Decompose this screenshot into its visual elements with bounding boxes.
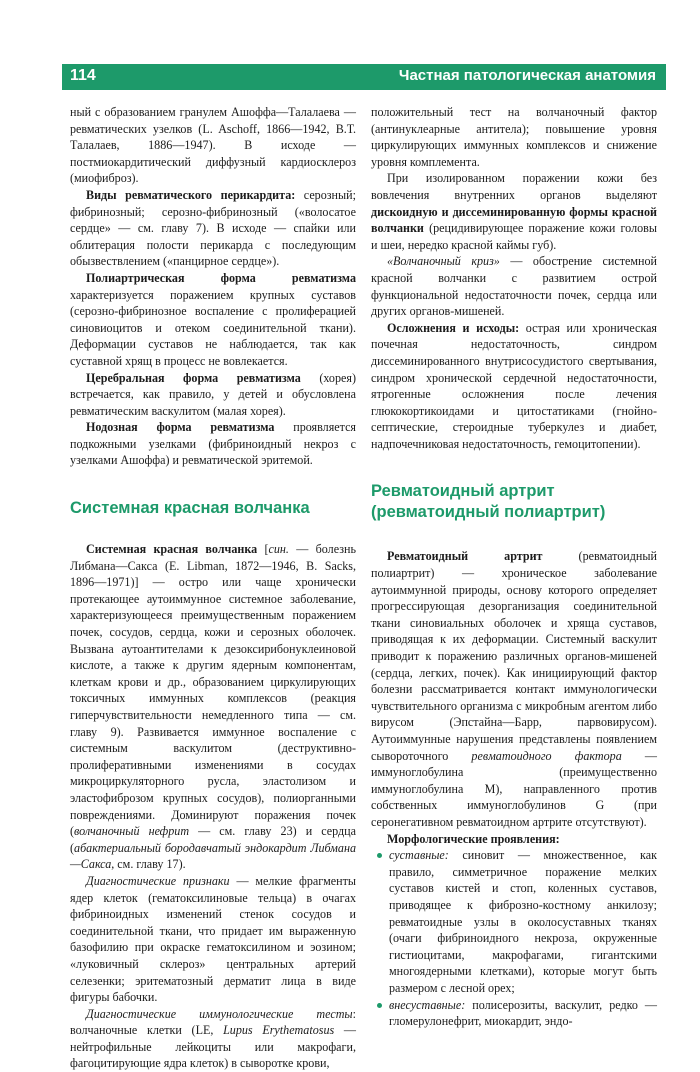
paragraph: Диагностические иммунологические тесты: волчаночные клетки (LE, Lupus Erythematosus — нейтрофильные лейкоциты или макрофаги, фагоцитирующие ядра клеток) в сыворотке крови, xyxy=(70,1006,357,1071)
paragraph: Осложнения и исходы: острая или хроническая почечная недостаточность, синдром диссеминированного внутрисосудистого свертывания, синдром хронической сердечной недостаточности, ятрогенные осложнения после лечения глюкокортикоидами и цитостатиками (гнойно-септические, стероидные туберкулез и диабет, надпочечниковая недостаточность, гемоцитопении). xyxy=(371,320,657,451)
paragraph: Морфологические проявления: xyxy=(387,831,560,846)
paragraph: Системная красная волчанка [син. — болезнь Либмана—Сакса (E. Libman, 1872—1946, B. Sacks, 1896—1971)] — остро или чаще хронически протекающее аутоиммунное системное заболевание, характеризующееся преимущественным поражением почек, сосудов, сердца, кожи и серозных оболочек. Вызвана аутоантителами к дезоксирибонуклеиновой кислоте, а также к другим ядерным компонентам, клеткам крови и др., образованием циркулирующих токсичных иммунных комплексов (реакция гиперчувствительности немедленного типа — см. главу 9). Развивается иммунное воспаление с системным васкулитом (деструктивно-пролиферативными изменениями в сосудах микроциркуляторного русла, эластолизом и эластофиброзом крупных сосудов), полиорганными повреждениями. Доминируют поражения почек (волчаночный нефрит — см. главу 23) и сердца (абактериальный бородавчатый эндокардит Либмана—Сакса, см. главу 17). xyxy=(70,542,356,872)
page-header xyxy=(62,64,666,90)
section-heading: Ревматоидный артрит (ревматоидный полиартрит) xyxy=(371,482,606,522)
paragraph: Виды ревматического перикардита: серозный; фибринозный; серозно-фибринозный («волосатое сердце» — см. главу 7). В исходе — спайки или облитерация полости перикарда с последующим обызвествлением («панцирное сердце»). xyxy=(70,187,356,269)
paragraph: При изолированном поражении кожи без вовлечения внутренних органов выделяют дискоидную и диссеминированную формы красной волчанки (рецидивирующее поражение кожи головы и шеи, нередко красной каймы губ). xyxy=(371,171,657,252)
paragraph: Диагностические признаки — мелкие фрагменты ядер клеток (гематоксилиновые тельца) в очагах фибриноидных изменений стенок сосудов и соединительной ткани, что придает им выраженную базофилию при окраске гематоксилином и эозином; «луковичный склероз» центральных артерий селезенки; эритематозный дерматит лица в виде фигуры бабочки. xyxy=(70,873,356,1005)
paragraph: Ревматоидный артрит (ревматоидный полиартрит) — хроническое заболевание аутоиммунной природы, основу которого определяет прогрессирующая дезорганизация соединительной ткани синовиальных оболочек и хряща суставов, приводящая к их деформации. Системный васкулит приводит к поражению различных органов-мишеней (сердца, легких, почек). Как инициирующий фактор болезни рассматривается контакт иммунологически чувствительного организма с микробным агентом либо вирусом (Эпстайна—Барр, парвовирусом). Аутоиммунные нарушения представлены появлением сывороточного ревматоидного фактора — иммуноглобулина (преимущественно иммуноглобулина M), направленного против собственных иммуноглобулинов G (при серонегативном ревматоидном артрите отсутствуют). xyxy=(371,549,658,829)
bullet-icon xyxy=(377,853,382,858)
list-item: внесуставные: полисерозиты, васкулит, редко — гломерулонефрит, миокардит, эндо- xyxy=(389,997,657,1030)
paragraph: Церебральная форма ревматизма (хорея) встречается, как правило, у детей и обусловлена ревматическим васкулитом (малая хорея). xyxy=(70,370,356,418)
paragraph: ный с образованием гранулем Ашоффа—Талалаева — ревматических узелков (L. Aschoff, 1866—1942, В.Т. Талалаев, 1886—1947). В исходе — постмиокардитический диффузный кардиосклероз (миофиброз). xyxy=(70,105,356,186)
right-column xyxy=(371,104,657,1030)
paragraph: Нодозная форма ревматизма проявляется подкожными узелками (фибриноидный некроз с узелками Ашоффа) и ревматической эритемой. xyxy=(70,420,356,468)
bullet-list xyxy=(371,847,657,1030)
left-column xyxy=(70,104,356,1072)
paragraph: положительный тест на волчаночный фактор (антинуклеарные антитела); повышение уровня циркулирующих иммунных комплексов и снижение уровня комплемента. xyxy=(371,105,657,169)
page-number: 114 xyxy=(70,67,96,84)
paragraph: Полиартрическая форма ревматизма характеризуется поражением крупных суставов (серозно-фибринозное воспаление с пролиферацией синовиоцитов и отеком соединительной ткани). Деформации суставов не наблюдается, так как суставной хрящ в процесс не вовлекается. xyxy=(70,270,356,368)
bullet-icon xyxy=(377,1003,382,1008)
paragraph: «Волчаночный криз» — обострение системной красной волчанки с развитием острой функциональной недостаточности почек, сердца или других органов-мишеней. xyxy=(371,254,657,319)
running-title: Частная патологическая анатомия xyxy=(398,67,656,84)
section-heading: Системная красная волчанка xyxy=(70,499,310,518)
list-item: суставные: синовит — множественное, как правило, симметричное поражение мелких суставов кистей и стоп, коленных суставов, приводящее к фиброзно-костному анкилозу; ревматоидные узлы в околосуставных тканях (очаги фибриноидного некроза, окруженные гистиоцитами, макрофагами, гигантскими многоядерными клетками), которые могут быть размером с лесной орех; xyxy=(389,847,657,996)
